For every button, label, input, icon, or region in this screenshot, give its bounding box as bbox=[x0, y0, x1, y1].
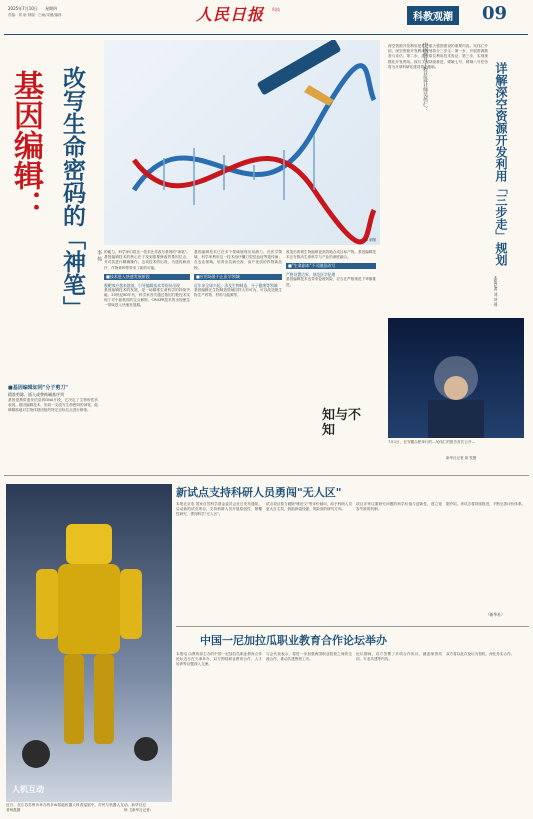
section4-heading: ■"生命剧本"不可随意改写 bbox=[286, 263, 376, 269]
news2-body-col1: 本报北京电 国家自然科学基金委员会近日发布通知，启动新的试点项目，支持科研人员开展原创性、颠覆性研究，勇闯科学"无人区"。 bbox=[176, 502, 262, 517]
news3-body-col1: 本报电 由教育部主办的中国一尼加拉瓜职业教育合作论坛近日在天津举办，双方围绕职业教育合作、人才培养等议题深入交流。 bbox=[176, 652, 262, 667]
section-label: 科教观潮 bbox=[407, 6, 459, 25]
robot-caption: 近日，在江苏苏州市举办的多AI智能机器人科普巡展中，市民与机器人互动。新华社记者杨磊摄 bbox=[6, 803, 146, 813]
paper-logo: 人民日报 bbox=[196, 5, 265, 24]
news3-body-col2: 与会代表表示，将进一步加强两国职业院校之间的交流合作，推动共建鲁班工坊。 bbox=[266, 652, 352, 662]
editors-line: 责编：刘 晗 制版：白雨/宋薇/编排 bbox=[8, 13, 62, 17]
right-story bbox=[386, 40, 529, 470]
robot-credit: 杨 卫新华社记者） bbox=[124, 808, 154, 812]
section4-subhead: 严格设置边界，规范医学伦理 bbox=[286, 272, 336, 278]
news2-body-col4: 据介绍，该试点将持续推进，不断完善评价体系。 bbox=[446, 502, 526, 506]
section2-heading: ■技术进入快速发展阶段 bbox=[104, 274, 190, 280]
section2-subhead: 脱靶效应越来越低、引导编辑技术等纷纷出现 bbox=[104, 282, 180, 288]
news3-title: 中国一尼加拉瓜职业教育合作论坛举办 bbox=[200, 634, 387, 647]
lead-title-vertical: 改写生命密码的「神笔」 bbox=[59, 66, 86, 319]
robot-photo-graphic bbox=[6, 484, 172, 802]
intro-body: 基因是携带遗传信息的DNA片段，它决定了生物的性状表现。基因编辑技术，如同一支改写生命密码的神笔，能够精准地对生物体基因组的特定目标位点进行修饰。 bbox=[8, 398, 98, 413]
section3-subhead: 近年来全球兴起，涉及生物制造、分子健康等领域 bbox=[194, 282, 278, 288]
intro-subhead-detail: 精准剪除、插入或替换碱基序列 bbox=[8, 392, 64, 397]
scientist-photo-graphic bbox=[388, 318, 524, 438]
news2-credit: （新华社） bbox=[486, 612, 505, 617]
lead-title-main: 基因编辑： bbox=[8, 70, 43, 220]
right-kicker: 中国探月工程总设计师吴伟仁： bbox=[422, 42, 428, 112]
news3-body-col3: 论坛期间，双方签署了多项合作协议，涵盖师资培训、专业共建等内容。 bbox=[356, 652, 442, 662]
masthead bbox=[4, 4, 529, 38]
dna-helix-graphic bbox=[104, 40, 380, 245]
right-body: 深空资源开发利用是推进航天强国建设的重要内容。吴伟仁介绍，深空资源开发利用规划将分三步走：第一步，开展资源勘查与评估；第二步，进行原位利用技术验证；第三步，实现规模化开发利用。探月工程持续推进，嫦娥七号、嫦娥八号任务将为月球科研站建设奠定基础。 bbox=[388, 44, 488, 69]
news3-body-col4: 双方将以此次论坛为契机，深化务实合作。 bbox=[446, 652, 515, 656]
lead-body-col2: 基因编辑技术已在多个领域展现应用潜力。在医学领域，科学家利用这一技术治疗镰刀型贫血症等遗传病；在农业领域，培育出抗病虫害、高产优质的作物新品种。 ■应用场景不止医学领域 近年来全球兴起，涉及生物制造、分子健康等领域 基因编辑在生物制造领域同样大有可为，可以改造微生物生产药物、材料与能源等。 bbox=[194, 250, 282, 298]
section3-heading: ■应用场景不止医学领域 bbox=[194, 274, 282, 280]
right-photo-credit: 新华社记者 周 牧摄 bbox=[446, 456, 477, 460]
lead-intro-column bbox=[8, 385, 98, 468]
lead-body-col3: 改造后的微生物能够更高效地合成目标产物。基因编辑技术正在推动生命科学与产业的深度融合。 ■"生命剧本"不可随意改写 严格设置边界，规范医学伦理 基因编辑技术也带来伦理风险，应当在严格规范下审慎推进。 bbox=[286, 250, 376, 287]
lead-byline: 李 伟 bbox=[96, 250, 102, 262]
robot-photo bbox=[6, 484, 172, 802]
image-caption: AI 制图 bbox=[364, 238, 376, 242]
right-title-vertical: 详解深空资源开发利用「三步走」规划 bbox=[494, 62, 508, 266]
news2-title: 新试点支持科研人员勇闯"无人区" bbox=[176, 486, 342, 499]
date-line: 2025年7月10日 星期四 bbox=[8, 6, 58, 11]
zhishi-logo: 知与不知 bbox=[322, 408, 362, 438]
lead-story bbox=[4, 40, 382, 470]
lead-body-col1: 的能力。科学家们将这一技术比作改写基因的"神笔"。基因编辑技术的核心在于找到需要修改的基因位点，并对其进行精确操作。这项技术的出现，为遗传病治疗、作物育种等带来了新的可能。 ■技术进入快速发展阶段 脱靶效应越来越低、引导编辑技术等纷纷出现 基因编辑技术的发展，是一场精准生命科学的持续突破。20世纪80年代，科学家首次通过基因打靶技术实现了对小鼠基因的定点修饰，CRISPR技术的出现使这一领域进入快速发展期。 bbox=[104, 250, 190, 308]
robot-label: 人机互动 bbox=[12, 785, 44, 794]
logo-sub: 科技 bbox=[272, 7, 280, 12]
right-photo-caption: 7月1日，在安徽合肥举行的...吴伟仁的报告首次公开... bbox=[388, 440, 475, 444]
dna-illustration bbox=[104, 40, 380, 245]
news2-body-col3: 项目评审注重研究问题的科学价值与创新性，建立宽容失败的机制。 bbox=[356, 502, 442, 512]
intro-subhead: ■基因编辑如同"分子剪刀" bbox=[8, 385, 68, 391]
right-byline: 本报记者 刘 诗 瑶 bbox=[494, 276, 499, 307]
right-photo bbox=[388, 318, 524, 438]
news2-body-col2: 试点项目着力破除"唯论文"等评价倾向，给予科研人员更大自主权，鼓励探索性强、风险高的研究方向。 bbox=[266, 502, 352, 512]
page-number: 09 bbox=[482, 3, 508, 24]
